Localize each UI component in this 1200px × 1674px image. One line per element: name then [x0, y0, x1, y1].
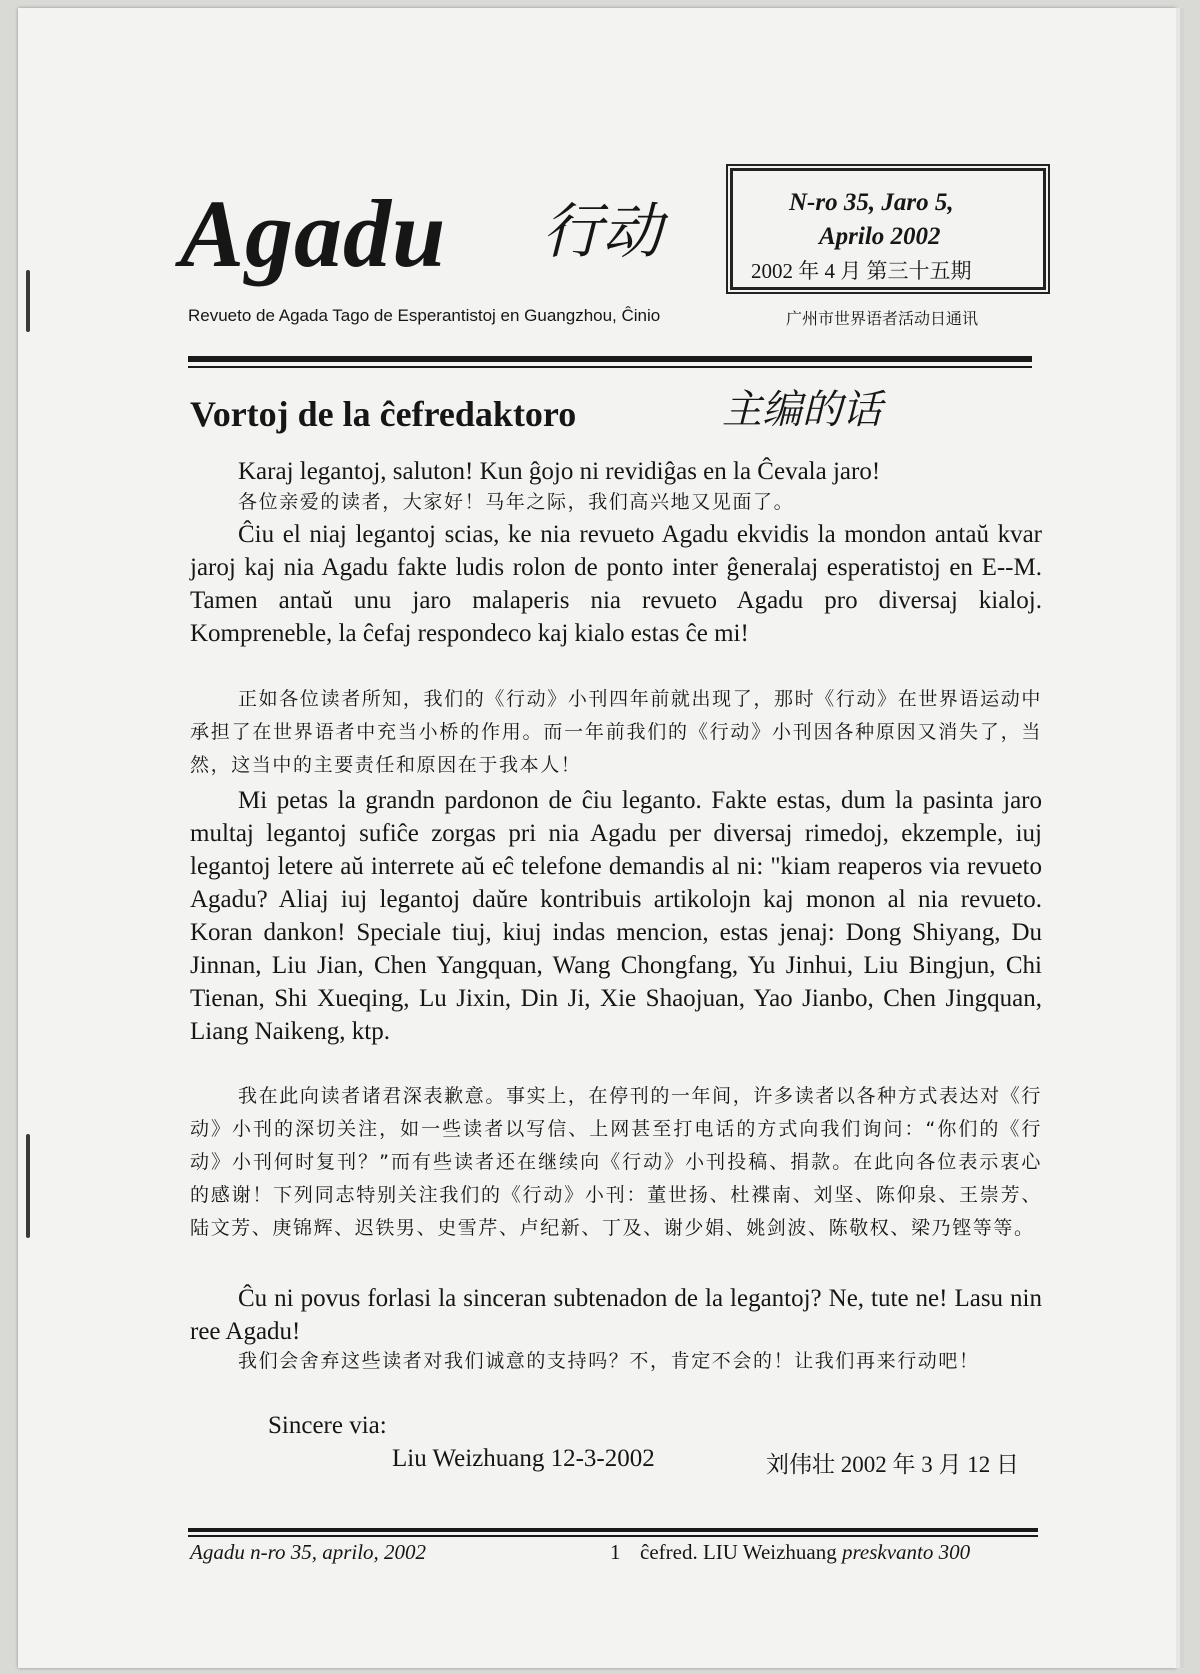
staple-mark — [26, 270, 30, 332]
article-title: Vortoj de la ĉefredaktoro — [190, 394, 577, 434]
issue-info-box — [730, 168, 1046, 290]
masthead-subtitle: Revueto de Agada Tago de Esperantistoj en Guangzhou, Ĉinio — [188, 306, 661, 325]
paragraph-closing-chinese: 我们会舍弃这些读者对我们诚意的支持吗？不，肯定不会的！让我们再来行动吧！ — [238, 1350, 980, 1372]
footer-divider — [188, 1528, 1038, 1532]
article-title-chinese: 主编的话 — [722, 387, 882, 432]
footer-credits — [640, 1540, 970, 1565]
issue-number: N-ro 35, Jaro 5, — [789, 189, 954, 216]
paragraph-history: Ĉiu el niaj legantoj scias, ke nia revueto Agadu ekvidis la mondon antaŭ kvar jaroj kaj nia Agadu fakte ludis rolon de ponto inter ĝeneralaj esperatistoj en E--M. Tamen antaŭ unu jaro malaperis nia revueto Agadu pro diversaj kialoj. Kompreneble, la ĉefaj respondeco kaj kialo estas ĉe mi! — [190, 521, 1042, 647]
staple-mark — [26, 1134, 30, 1238]
paragraph-closing: Ĉu ni povus forlasi la sinceran subtenadon de la legantoj? Ne, tute ne! Lasu nin ree Agadu! — [190, 1285, 1042, 1345]
paragraph-apology-chinese: 我在此向读者诸君深表歉意。事实上，在停刊的一年间，许多读者以各种方式表达对《行动》小刊的深切关注，如一些读者以写信、上网甚至打电话的方式向我们询问：“你们的《行动》小刊何时复刊？”而有些读者还在继续向《行动》小刊投稿、捐款。在此向各位表示衷心的感谢！下列同志特别关注我们的《行动》小刊：董世扬、杜褋南、刘坚、陈仰泉、王崇芳、陆文芳、庚锦辉、迟铁男、史雪芹、卢纪新、丁及、谢少娟、姚剑波、陈敬权、梁乃铿等等。 — [190, 1085, 1042, 1239]
footer-issue: Agadu n-ro 35, aprilo, 2002 — [190, 1540, 427, 1564]
closing-salutation: Sincere via: — [268, 1412, 387, 1439]
masthead-subtitle-chinese: 广州市世界语者活动日通讯 — [786, 309, 979, 328]
footer-divider-thin — [188, 1535, 1038, 1537]
paragraph-apology: Mi petas la grandn pardonon de ĉiu leganto. Fakte estas, dum la pasinta jaro multaj legantoj sufiĉe zorgas pri nia Agadu per diversaj rimedoj, ekzemple, iuj legantoj letere aŭ interrete aŭ eĉ telefone demandis al ni: "kiam reaperos via revueto Agadu? Aliaj iuj legantoj daŭre kontribuis artikolojn kaj monon al nia revueto. Koran dankon! Speciale tiuj, kiuj indas mencion, estas jenaj: Dong Shiyang, Du Jinnan, Liu Jian, Chen Yangquan, Wang Chongfang, Yu Jinhui, Liu Bingjun, Chi Tienan, Shi Xueqing, Lu Jixin, Din Ji, Xie Shaojuan, Yao Jianbo, Chen Jingquan, Liang Naikeng, ktp. — [190, 787, 1042, 1045]
masthead-logo-chinese: 行动 — [542, 199, 662, 265]
issue-chinese: 2002 年 4 月 第三十五期 — [751, 259, 972, 283]
issue-month: Aprilo 2002 — [819, 223, 941, 250]
signature-chinese: 刘伟壮 2002 年 3 月 12 日 — [766, 1452, 1019, 1477]
paragraph-greeting: Karaj legantoj, saluton! Kun ĝojo ni revidiĝas en la Ĉevala jaro! — [238, 458, 881, 485]
footer-print-run: preskvanto 300 — [842, 1540, 971, 1564]
paragraph-greeting-chinese: 各位亲爱的读者，大家好！马年之际，我们高兴地又见面了。 — [238, 491, 795, 513]
header-divider-thin — [188, 366, 1032, 368]
signature: Liu Weizhuang 12-3-2002 — [392, 1445, 655, 1472]
paragraph-history-chinese: 正如各位读者所知，我们的《行动》小刊四年前就出现了，那时《行动》在世界语运动中承担了在世界语者中充当小桥的作用。而一年前我们的《行动》小刊因各种原因又消失了，当然，这当中的主要责任和原因在于我本人！ — [190, 688, 1042, 776]
page-number: 1 — [610, 1540, 621, 1564]
masthead-logo: Agadu — [180, 180, 447, 287]
footer-editor: ĉefred. LIU Weizhuang — [640, 1540, 837, 1564]
header-divider — [188, 356, 1032, 362]
